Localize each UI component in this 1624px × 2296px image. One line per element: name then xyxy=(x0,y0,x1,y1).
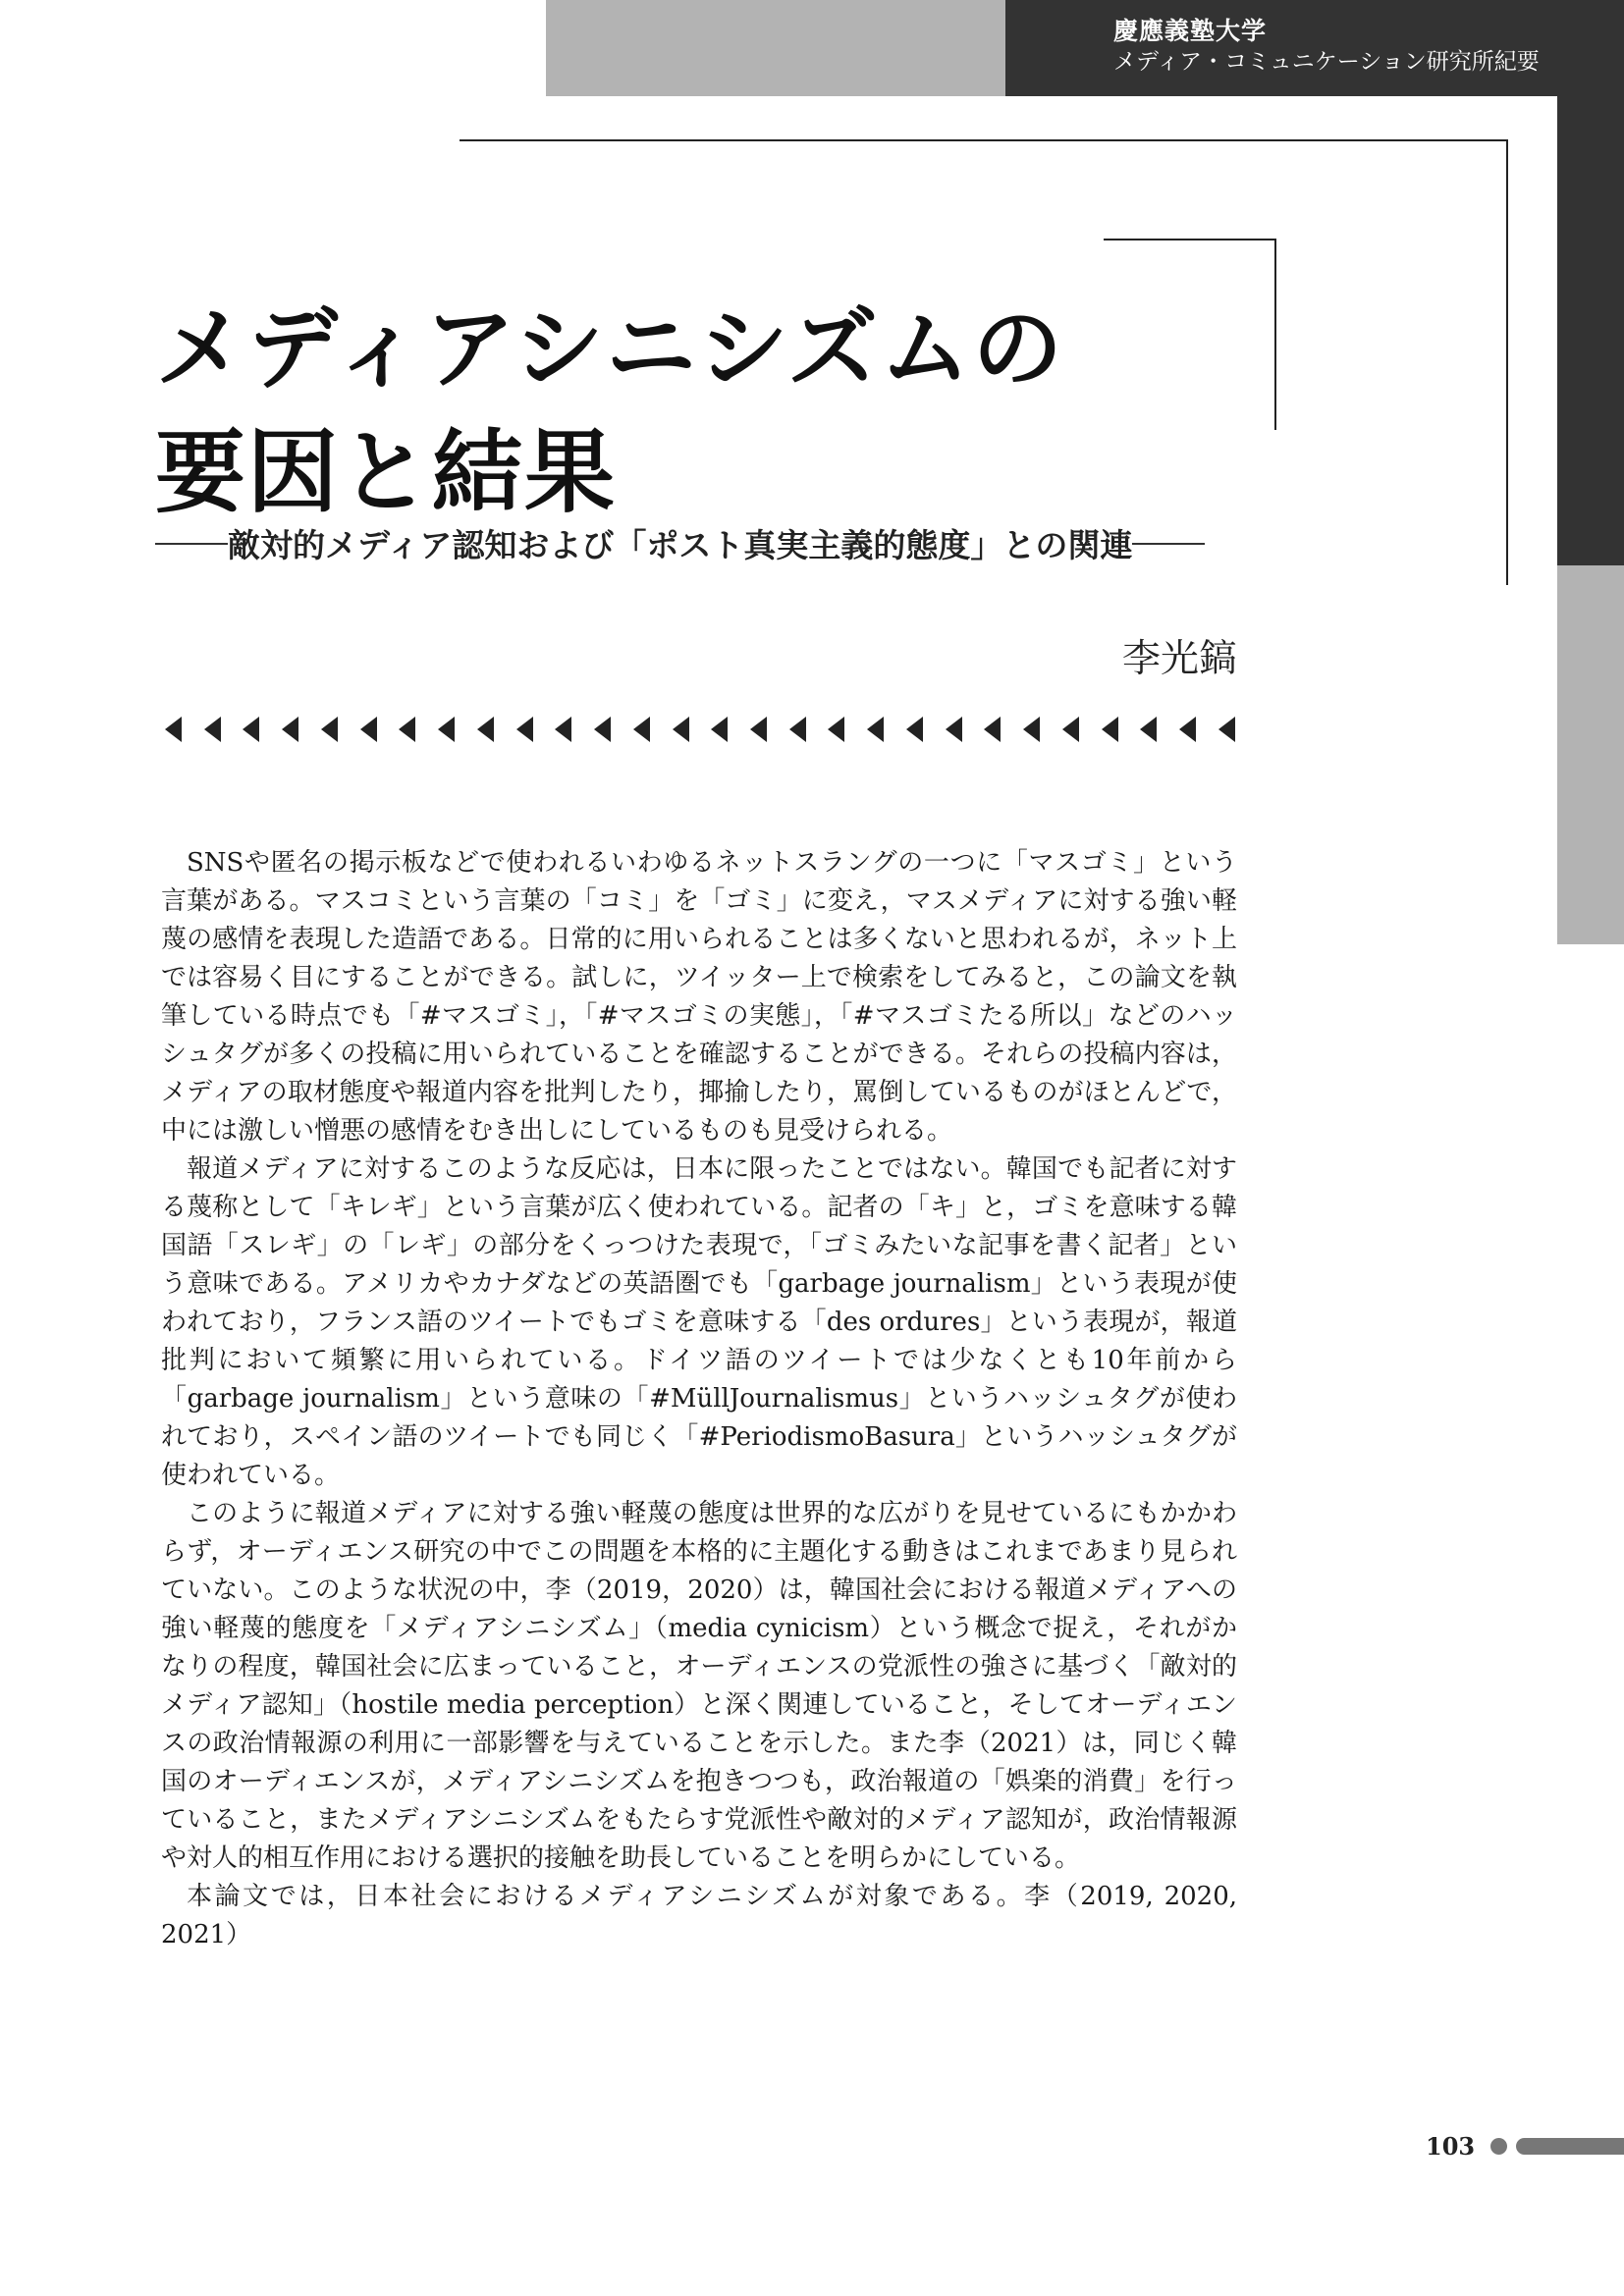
body-paragraph: SNSや匿名の掲示板などで使われるいわゆるネットスラングの一つに「マスゴミ」という言葉がある。マスコミという言葉の「コミ」を「ゴミ」に変え，マスメディアに対する強い軽蔑の感情を表現した造語である。日常的に用いられることは多くないと思われるが，ネット上では容易く目にすることができる。試しに，ツイッター上で検索をしてみると，この論文を執筆している時点でも「#マスゴミ」，「#マスゴミの実態」，「#マスゴミたる所以」などのハッシュタグが多くの投稿に用いられていることを確認することができる。それらの投稿内容は，メディアの取材態度や報道内容を批判したり，揶揄したり，罵倒しているものがほとんどで，中には激しい憎悪の感情をむき出しにしているものも見受けられる。 xyxy=(161,848,1237,1146)
triangle-icon xyxy=(399,717,415,742)
triangle-icon xyxy=(360,717,377,742)
triangle-icon xyxy=(906,717,923,742)
header-grey-band xyxy=(546,0,1005,96)
author-name: 李光鎬 xyxy=(1121,637,1237,681)
frame-rule-top xyxy=(460,139,1508,141)
title-bracket-right xyxy=(1274,239,1276,430)
triangle-icon xyxy=(1140,717,1157,742)
subtitle-dash-left xyxy=(155,543,228,545)
side-tab-grey xyxy=(1557,565,1624,944)
triangle-icon xyxy=(165,717,182,742)
footer-bar xyxy=(1516,2138,1624,2155)
side-tab-dark xyxy=(1557,96,1624,565)
page-number: 103 xyxy=(1426,2132,1476,2161)
triangle-icon xyxy=(594,717,611,742)
triangle-icon xyxy=(633,717,650,742)
triangle-icon xyxy=(750,717,767,742)
triangle-icon xyxy=(789,717,806,742)
triangle-icon xyxy=(282,717,298,742)
triangle-icon xyxy=(516,717,533,742)
triangle-divider xyxy=(165,717,1235,742)
frame-rule-right xyxy=(1506,139,1508,585)
paper-subtitle xyxy=(155,520,1245,566)
body-paragraph: 本論文では，日本社会におけるメディアシニシズムが対象である。李（2019, 2020, 2021） xyxy=(161,1882,1237,1949)
body-paragraph: このように報道メディアに対する強い軽蔑の態度は世界的な広がりを見せているにもかかわらず，オーディエンス研究の中でこの問題を本格的に主題化する動きはこれまであまり見られていない。このような状況の中，李（2019，2020）は，韓国社会における報道メディアへの強い軽蔑的態度を「メディアシニシズム」（media cynicism）という概念で捉え，それがかなりの程度，韓国社会に広まっていること，オーディエンスの党派性の強さに基づく「敵対的メディア認知」（hostile media perception）と深く関連していること，そしてオーディエンスの政治情報源の利用に一部影響を与えていることを示した。また李（2021）は，同じく韓国のオーディエンスが，メディアシニシズムを抱きつつも，政治報道の「娯楽的消費」を行っていること，またメディアシニシズムをもたらす党派性や敵対的メディア認知が，政治情報源や対人的相互作用における選択的接触を助長していることを明らかにしている。 xyxy=(161,1499,1237,1873)
subtitle-dash-right xyxy=(1132,543,1205,545)
triangle-icon xyxy=(555,717,571,742)
triangle-icon xyxy=(1218,717,1235,742)
subtitle-text: 敵対的メディア認知および「ポスト真実主義的態度」との関連 xyxy=(228,526,1133,564)
university-name: 慶應義塾大学 xyxy=(1113,17,1268,45)
journal-header xyxy=(1113,16,1540,77)
title-line-1: メディアシニシズムの xyxy=(155,295,1065,401)
triangle-icon xyxy=(1023,717,1040,742)
triangle-icon xyxy=(867,717,884,742)
triangle-icon xyxy=(438,717,455,742)
triangle-icon xyxy=(477,717,494,742)
paper-title xyxy=(155,287,1064,534)
triangle-icon xyxy=(1179,717,1196,742)
triangle-icon xyxy=(711,717,728,742)
triangle-icon xyxy=(204,717,221,742)
triangle-icon xyxy=(828,717,844,742)
title-bracket-top xyxy=(1104,239,1276,240)
triangle-icon xyxy=(673,717,689,742)
body-paragraph: 報道メディアに対するこのような反応は，日本に限ったことではない。韓国でも記者に対する蔑称として「キレギ」という言葉が広く使われている。記者の「キ」と，ゴミを意味する韓国語「スレギ」の「レギ」の部分をくっつけた表現で，「ゴミみたいな記事を書く記者」という意味である。アメリカやカナダなどの英語圏でも「garbage journalism」という表現が使われており，フランス語のツイートでもゴミを意味する「des ordures」という表現が，報道批判において頻繁に用いられている。ドイツ語のツイートでは少なくとも10年前から「garbage journalism」という意味の「#MüllJournalismus」というハッシュタグが使われており，スペイン語のツイートでも同じく「#PeriodismoBasura」というハッシュタグが使われている。 xyxy=(161,1154,1238,1490)
footer-dot xyxy=(1490,2138,1507,2155)
triangle-icon xyxy=(1102,717,1118,742)
body-text xyxy=(161,844,1237,1954)
triangle-icon xyxy=(243,717,259,742)
bulletin-name: メディア・コミュニケーション研究所紀要 xyxy=(1113,48,1540,75)
triangle-icon xyxy=(321,717,338,742)
triangle-icon xyxy=(984,717,1001,742)
triangle-icon xyxy=(946,717,962,742)
triangle-icon xyxy=(1062,717,1079,742)
title-line-2: 要因と結果 xyxy=(155,419,618,525)
